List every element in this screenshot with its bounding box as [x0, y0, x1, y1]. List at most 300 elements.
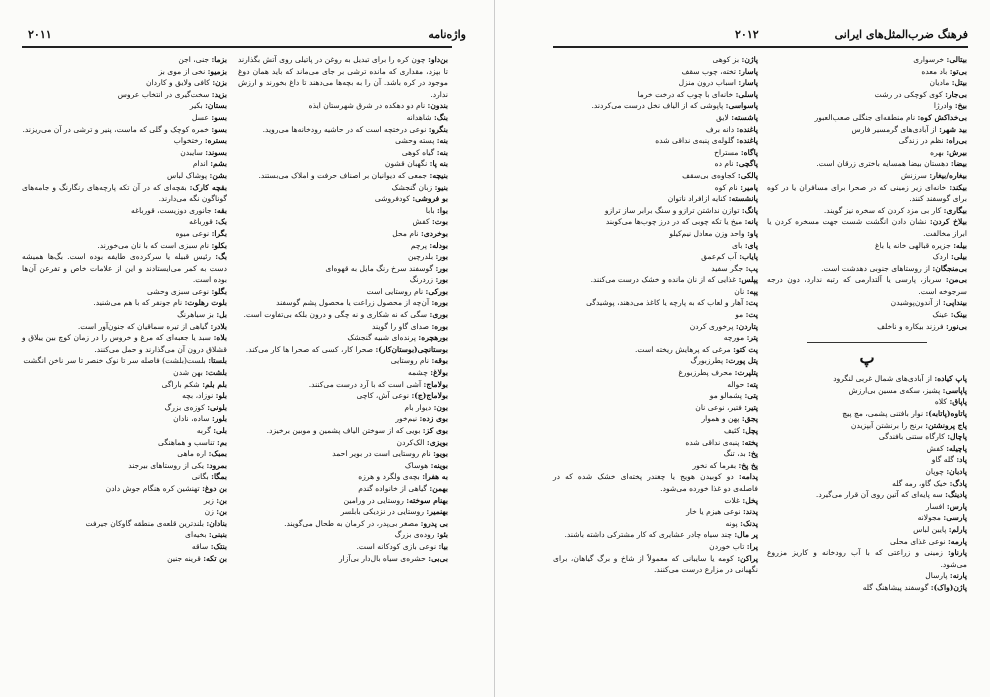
entry-definition: سبد یا جعبه‌ای که مرغ و خروس را در زمان کوچ بین ییلاق و قشلاق درون آن می‌گذارند و حمل می‌کنند. [22, 333, 227, 354]
entry-headword: پاچیله: [946, 443, 967, 453]
entry-headword: پامیر: [740, 182, 758, 192]
entry-headword: بئو: [436, 530, 448, 540]
entry-definition: تناسب و هماهنگی [158, 437, 218, 447]
entry-headword: پالکی: [737, 170, 758, 180]
entry-definition: غلات [724, 495, 743, 505]
dictionary-entry [553, 193, 758, 205]
dictionary-entry [553, 321, 758, 333]
entry-headword: بوری: [429, 310, 448, 320]
entry-definition: بخیه‌ای [185, 530, 209, 540]
dictionary-entry [553, 506, 758, 518]
dictionary-entry [767, 124, 967, 136]
entry-headword: بمرود: [206, 460, 227, 470]
entry-definition: ساده، نادان [173, 414, 212, 424]
dictionary-entry [238, 309, 448, 321]
dictionary-entry [22, 379, 227, 391]
entry-definition: رختخواب [173, 136, 205, 146]
entry-headword: بوره: [431, 298, 448, 308]
entry-definition: سایبدن [180, 147, 206, 157]
entry-definition: فرزند بیکاره و ناخلف [877, 321, 947, 331]
entry-headword: بهنمیر: [426, 507, 448, 517]
entry-definition: قرینه جنین [167, 553, 204, 563]
entry-definition: باد معده [921, 66, 950, 76]
entry-headword: بنیچه: [429, 170, 448, 180]
dictionary-entry [22, 77, 227, 89]
entry-headword: بل: [216, 310, 227, 320]
dictionary-entry [553, 147, 758, 159]
entry-definition: گوسفند سرخ رنگ مایل به قهوه‌ای [325, 263, 436, 273]
entry-headword: بم: [217, 437, 227, 447]
entry-headword: بوقه: [431, 356, 448, 366]
dictionary-entry [553, 367, 758, 379]
entry-headword: پاج پرونشتن: [925, 420, 967, 430]
dictionary-entry [767, 77, 967, 89]
entry-definition: پشمالو مو [709, 391, 745, 401]
dictionary-entry [22, 367, 227, 379]
entry-headword: بسو: [211, 112, 227, 122]
entry-definition: بقچه‌ای که در آن تکه پارچه‌های رنگارنگ و جامه‌های گوناگون نگه می‌دارند. [22, 182, 227, 204]
entry-definition: کلاه [934, 397, 950, 407]
dictionary-entry [238, 355, 448, 367]
dictionary-entry [238, 518, 448, 530]
entry-definition: مرغی که پرهایش ریخته است. [635, 344, 734, 354]
entry-headword: پخته: [741, 437, 758, 447]
dictionary-entry [553, 413, 758, 425]
entry-definition: بز سیاهرنگ [177, 310, 217, 320]
entry-headword: بوت: [432, 217, 448, 227]
entry-headword: بلی: [213, 426, 227, 435]
entry-headword: پارس: [946, 501, 967, 511]
entry-definition: نوعی آش، کاچی [356, 391, 412, 401]
entry-definition: گلوله‌ی پنبه‌ی نداقی شده [655, 136, 737, 146]
dictionary-entry [767, 570, 967, 582]
entry-definition: کوزه‌ی بزرگ [164, 402, 208, 412]
dictionary-entry [22, 66, 227, 78]
entry-headword: پتیر: [744, 402, 758, 412]
dictionary-entry [238, 286, 448, 298]
entry-headword: بوره: [431, 321, 448, 331]
entry-definition: پطرزبورگ [690, 356, 726, 366]
dictionary-entry [22, 54, 227, 66]
entry-definition: زمینی و زراعتی که با آب رودخانه و کاریز مزروع می‌شود. [767, 548, 967, 569]
entry-headword: بگرا: [211, 228, 227, 238]
entry-definition: گله گاو [931, 455, 957, 465]
entry-headword: پخل: [742, 495, 758, 505]
entry-headword: بنادان: [206, 518, 227, 528]
dictionary-entry [238, 228, 448, 240]
entry-headword: بشن: [209, 170, 227, 180]
dictionary-entry [553, 460, 758, 472]
entry-definition: مورچه [723, 333, 747, 343]
dictionary-entry [22, 332, 227, 355]
entry-definition: نام دو دهکده در شرق شهرستان ایذه [308, 101, 428, 111]
entry-headword: پدنک: [740, 518, 758, 528]
entry-headword: پاسواسی: [725, 101, 758, 111]
entry-headword: بنتک: [210, 541, 227, 551]
entry-definition: کافی ولایق و کاردان [145, 78, 213, 88]
dictionary-entry [238, 437, 448, 449]
entry-headword: بسو: [211, 124, 227, 134]
entry-headword: بور: [435, 263, 448, 273]
dictionary-entry [238, 100, 448, 112]
entry-definition: نوعی میوه [175, 228, 212, 238]
entry-headword: بنگ: [433, 112, 448, 122]
entry-definition: بد، تنگ [723, 449, 749, 459]
dictionary-entry [22, 541, 227, 553]
entry-definition: بویی که از سوختن الیاف پشمین و موبین برخیزد. [266, 426, 423, 435]
dictionary-entry [767, 420, 967, 432]
dictionary-entry [238, 251, 448, 263]
dictionary-entry [553, 471, 758, 494]
dictionary-entry [553, 332, 758, 344]
entry-definition: چند سیاه چادر عشایری که کار مشترکی داشته باشند. [564, 530, 735, 540]
entry-definition: هوساک [404, 460, 431, 470]
dictionary-entry [238, 124, 448, 136]
entry-definition: ساقه [191, 541, 211, 551]
entry-definition: تهنشین کره هنگام جوش دادن [105, 483, 203, 493]
entry-definition: آب کم‌عمق [701, 252, 740, 262]
entry-headword: بزید: [211, 89, 227, 99]
entry-headword: بوخردی: [420, 228, 448, 238]
entry-headword: بن: [216, 495, 227, 505]
entry-definition: پایین لباس [913, 524, 949, 534]
dictionary-entry [553, 54, 758, 66]
right-column-d [553, 54, 758, 576]
entry-headword: پای: [744, 240, 758, 250]
dictionary-entry [553, 309, 758, 321]
entry-definition: جمعی که دیوانیان بر اصناف حرفت و املاک می‌بستند. [258, 170, 430, 180]
entry-headword: پاگاه: [740, 147, 758, 157]
entry-definition: نوزاد، بچه [182, 391, 216, 401]
entry-headword: بوی زده: [419, 414, 448, 424]
dictionary-entry [767, 182, 967, 205]
entry-definition: میخ یا تکه چوبی که در درز چوب‌ها می‌کوبند [605, 217, 745, 227]
entry-headword: پارنه: [949, 571, 967, 581]
entry-definition: اندام [192, 159, 211, 169]
dictionary-entry [22, 483, 227, 495]
dictionary-entry [22, 529, 227, 541]
dictionary-entry [238, 332, 448, 344]
entry-definition: خیک گاو، رمه گله [892, 478, 950, 488]
entry-headword: بیرش: [946, 147, 967, 157]
entry-definition: محرف پطرزبورغ [678, 368, 735, 378]
dictionary-entry [553, 251, 758, 263]
dictionary-entry [22, 286, 227, 298]
entry-definition: پرنده‌ای شبیه گنجشک [347, 333, 419, 343]
dictionary-entry [22, 425, 227, 437]
entry-headword: بزما: [211, 55, 227, 64]
entry-headword: بقچه کارک: [189, 182, 227, 192]
entry-headword: بقه: [214, 205, 227, 215]
entry-definition: کودفروشی [374, 194, 413, 204]
dictionary-entry [553, 216, 758, 228]
entry-definition: چشمه [407, 368, 431, 378]
entry-headword: بشم: [210, 159, 227, 169]
entry-headword: بنه پا: [429, 159, 448, 169]
entry-definition: زبان گنجشک [391, 182, 435, 192]
entry-headword: بلو: [215, 391, 227, 401]
entry-headword: بستره: [204, 136, 227, 146]
entry-headword: پب: [745, 263, 758, 273]
dictionary-entry [553, 274, 758, 286]
entry-headword: پاشسته: [731, 112, 758, 122]
entry-definition: سرزنش [900, 170, 930, 180]
entry-definition: پسته وحشی [395, 136, 437, 146]
dictionary-entry [767, 454, 967, 466]
entry-definition: بگانی [191, 472, 212, 482]
entry-definition: کجاوه‌ی بی‌سقف [682, 170, 738, 180]
dictionary-entry [553, 112, 758, 124]
dictionary-entry [22, 506, 227, 518]
dictionary-entry [22, 518, 227, 530]
dictionary-entry [22, 89, 227, 101]
entry-definition: مستراح [714, 147, 741, 157]
entry-headword: بلادر: [210, 321, 227, 331]
left-page-number: ۲۰۱۱ [28, 28, 52, 41]
right-page-number: ۲۰۱۲ [735, 28, 759, 41]
right-page [495, 0, 990, 697]
entry-definition: مو [735, 310, 746, 320]
entry-headword: بیگاری: [943, 205, 967, 215]
dictionary-entry [22, 100, 227, 112]
entry-headword: پارسی: [943, 513, 967, 523]
dictionary-entry [238, 471, 448, 483]
entry-definition: بلندترین قلعه‌ی منطقه گاوکان جیرفت [85, 518, 207, 528]
entry-headword: بستان: [205, 101, 227, 111]
entry-definition: جزیره قبالهی خانه یا باغ [875, 240, 954, 250]
entry-definition: کومه یا سایبانی که معمولاً از شاخ و برگ گیاهان، برای نگهبانی در مزارع درست می‌کنند. [553, 553, 758, 575]
entry-headword: بلونی: [207, 402, 227, 412]
entry-definition: بکیر [189, 101, 206, 111]
entry-headword: بی‌منجگان: [932, 263, 967, 273]
entry-definition: صحرا کار، کسی که صحرا ها کار می‌کند. [245, 344, 376, 354]
entry-headword: پدند: [742, 507, 758, 517]
entry-headword: بینک: [950, 310, 967, 320]
entry-headword: پانه: [744, 217, 758, 227]
entry-definition: نام محل [392, 228, 421, 238]
entry-definition: دانه برف [705, 124, 737, 134]
dictionary-entry [767, 309, 967, 321]
entry-headword: بلور: [211, 414, 227, 424]
entry-definition: آشی است که با آرد درست می‌کنند. [308, 379, 424, 389]
entry-definition: نام سبزی است که با نان می‌خورند. [97, 240, 212, 250]
entry-definition: قورباغه [189, 217, 216, 227]
entry-headword: پتر: [746, 333, 758, 343]
entry-definition: کارگاه ستنی بافندگی [878, 432, 948, 442]
dictionary-entry [22, 297, 227, 309]
entry-definition: خانه‌ای با چوب که درخت خرما [637, 89, 736, 99]
entry-definition: عینک [932, 310, 951, 320]
entry-headword: پچل: [742, 426, 758, 435]
dictionary-entry [238, 216, 448, 228]
dictionary-entry [553, 437, 758, 449]
dictionary-entry [767, 408, 967, 420]
dictionary-entry [767, 100, 967, 112]
entry-headword: پجق: [741, 414, 758, 424]
entry-headword: بی‌راه: [945, 136, 967, 146]
entry-definition: دیوار بام [404, 402, 434, 412]
entry-headword: بن: [216, 507, 227, 517]
dictionary-entry [553, 77, 758, 89]
entry-definition: آهار و لعاب که به پارچه یا کاغذ می‌دهند، پوشیدگی [586, 298, 746, 308]
dictionary-entry [238, 135, 448, 147]
left-page-header-title: واژه‌نامه [428, 28, 466, 41]
dictionary-entry [238, 367, 448, 379]
entry-definition: پهن و هموار [701, 414, 742, 424]
dictionary-entry [238, 193, 448, 205]
entry-headword: بی‌جار: [945, 89, 967, 99]
dictionary-entry [553, 205, 758, 217]
entry-headword: پاسلی: [735, 89, 758, 99]
entry-definition: نام ده [714, 159, 736, 169]
dictionary-entry [22, 135, 227, 147]
right-column-c-wrapper [767, 54, 967, 594]
entry-headword: بهمن: [429, 483, 448, 493]
entry-definition: نوعی درختچه است که در حاشیه رودخانه‌ها می‌روید. [262, 124, 429, 134]
dictionary-entry [767, 54, 967, 66]
entry-definition: شکم باراگی [161, 379, 203, 389]
entry-headword: بیکند: [949, 182, 967, 192]
entry-definition: عسل [191, 112, 212, 122]
dictionary-entry [22, 471, 227, 483]
entry-headword: پاتاوه(پاتابه): [925, 409, 967, 419]
entry-headword: بیله: [953, 240, 967, 250]
entry-headword: بهنام سوخته: [406, 495, 448, 505]
entry-definition: گیاهی از تیره سماقیان که جنون‌آور است. [77, 321, 211, 331]
dictionary-entry [553, 170, 758, 182]
entry-headword: بیلی: [950, 252, 967, 262]
dictionary-entry [22, 355, 227, 367]
entry-definition: کفش [412, 217, 432, 227]
dictionary-entry [767, 582, 967, 594]
entry-definition: زن [204, 507, 217, 517]
dictionary-entry [553, 89, 758, 101]
entry-headword: پاسار: [738, 66, 758, 76]
entry-definition: پرخوری کردن [689, 321, 736, 331]
dictionary-entry [238, 182, 448, 194]
entry-definition: خمره کوچک و گلی که ماست، پنیر و ترشی در آن می‌ریزند. [22, 124, 212, 134]
dictionary-entry [767, 385, 967, 397]
entry-headword: بلشت: [205, 368, 227, 378]
right-header-rule [553, 46, 968, 48]
dictionary-entry [553, 402, 758, 414]
entry-headword: پاژن(واک): [930, 582, 967, 592]
dictionary-entry [22, 182, 227, 205]
entry-headword: بور: [435, 275, 448, 285]
dictionary-entry [238, 460, 448, 472]
entry-definition: نان [734, 286, 747, 296]
left-header-rule [22, 46, 452, 48]
entry-definition: یکی از روستاهای بیرجند [128, 460, 207, 470]
entry-headword: پاپاسی: [942, 385, 967, 395]
entry-definition: بای [732, 240, 745, 250]
entry-definition: نام جونفر که با هم می‌شنید. [93, 298, 185, 308]
entry-definition: نام روستایی است [366, 286, 426, 296]
entry-definition: بهره [930, 147, 947, 157]
entry-definition: نوعی هیزم یا خار [686, 507, 743, 517]
entry-headword: پته: [746, 379, 758, 389]
entry-headword: بی‌خداکش کوه: [917, 112, 967, 122]
entry-headword: بمگا: [211, 472, 227, 482]
entry-headword: بنبنی: [208, 530, 227, 540]
dictionary-entry [553, 518, 758, 530]
entry-headword: به هفرا: [422, 472, 448, 482]
dictionary-entry [22, 112, 227, 124]
entry-headword: بن‌داو: [428, 55, 448, 64]
dictionary-entry [238, 483, 448, 495]
dictionary-entry [238, 158, 448, 170]
entry-headword: بید شهر: [939, 124, 967, 134]
entry-headword: پادبان: [946, 467, 967, 476]
entry-definition: گیاهی از خانواده گندم [358, 483, 430, 493]
entry-definition: زیر [203, 495, 217, 505]
dictionary-entry [238, 425, 448, 437]
entry-definition: وادرژا [933, 101, 955, 111]
entry-headword: بویو: [433, 449, 448, 459]
dictionary-entry [553, 344, 758, 356]
dictionary-entry [22, 251, 227, 286]
entry-definition: آن‌چه از محصول زراعت یا محصول پشم گوسفند [276, 298, 432, 308]
left-column-b [238, 54, 448, 564]
entry-definition: تخته، چوب سقف [681, 66, 739, 76]
entry-headword: بینداپی: [942, 298, 967, 308]
entry-definition: حشره‌ی سیاه بال‌دار بی‌آزار [339, 553, 429, 563]
entry-definition: واحد وزن معادل نیم‌کیلو [669, 228, 748, 238]
entry-headword: پارمه: [947, 536, 967, 546]
dictionary-entry [22, 216, 227, 228]
dictionary-entry [22, 495, 227, 507]
entry-headword: بور: [435, 252, 448, 262]
entry-definition: لایق [716, 112, 732, 122]
entry-definition: بفرما که نخور [692, 460, 739, 470]
dictionary-entry [767, 501, 967, 513]
entry-headword: پت: [745, 310, 758, 320]
entry-definition: روستایی در نزدیکی بابلسر [340, 507, 427, 517]
entry-headword: پرا: [746, 541, 758, 551]
entry-definition: کار بی مزد کردن که سخره نیز گویند. [823, 205, 944, 215]
dictionary-entry [767, 466, 967, 478]
dictionary-entry [553, 495, 758, 507]
entry-headword: پاگچی: [735, 159, 758, 169]
dictionary-entry [553, 379, 758, 391]
entry-headword: پراکن: [737, 553, 758, 563]
dictionary-entry [767, 297, 967, 309]
entry-definition: نشان دادن انگشت شست جهت مسخره کردن یا ابراز مخالفت. [767, 217, 967, 238]
dictionary-entry [767, 547, 967, 570]
entry-definition: از آبادی‌های گرمسیر فارس [851, 124, 940, 134]
entry-definition: توازن نداشتن ترازو و سنگ برابر ساز ترازو [604, 205, 742, 215]
entry-definition: حواله [727, 379, 747, 389]
dictionary-entry [767, 274, 967, 297]
dictionary-entry [238, 240, 448, 252]
entry-definition: پنبه‌ی نداقی شده [685, 437, 742, 447]
entry-headword: بی پدرو: [420, 518, 448, 528]
entry-headword: پاد: [956, 455, 967, 465]
entry-definition: خرسواری [913, 55, 947, 64]
entry-headword: بکلو: [211, 240, 227, 250]
entry-headword: بویزی: [426, 437, 448, 447]
entry-headword: بی‌بی: [428, 553, 448, 563]
entry-definition: نیم‌خور [395, 414, 420, 424]
entry-definition: پشیز، سکه‌ی مسین بی‌ارزش [848, 385, 943, 395]
entry-definition: رئیس قبیله یا سرکرده‌ی طایفه بوده است. بگ‌ها همیشه دست به کمر می‌ایستادند و این از علامات خاص و تفرعن آن‌ها بوده است. [22, 252, 227, 285]
entry-definition: تاب خوردن [709, 541, 747, 551]
entry-definition: سه پایه‌ای که آتین روی آن قرار می‌گیرد. [815, 490, 946, 500]
dictionary-entry [238, 147, 448, 159]
dictionary-entry [238, 413, 448, 425]
entry-definition: سخت‌گیری در انتخاب عروس [117, 89, 212, 99]
dictionary-entry [553, 228, 758, 240]
